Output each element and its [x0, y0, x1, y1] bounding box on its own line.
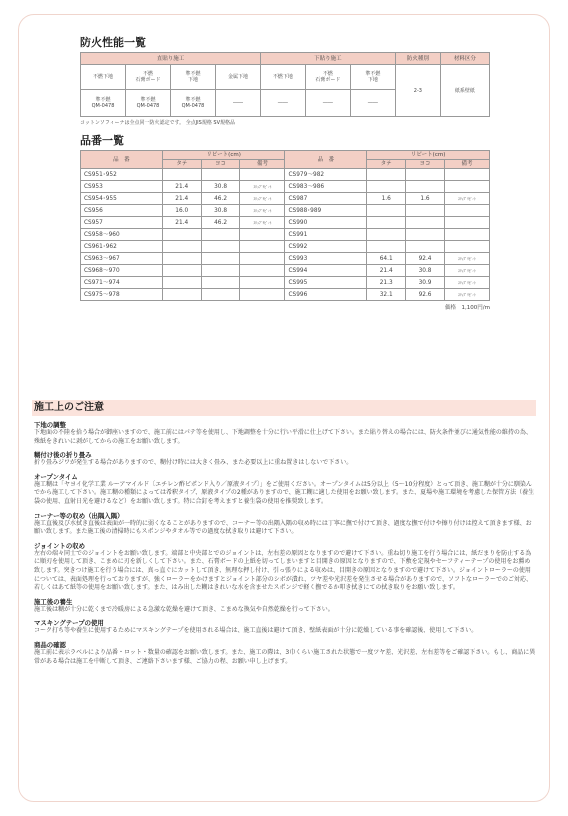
product-cell: CS987 — [285, 193, 367, 205]
product-cell — [240, 289, 285, 301]
fire-cell: 準不燃 QM-0478 — [125, 90, 170, 117]
product-cell — [367, 181, 406, 193]
product-cell — [201, 289, 240, 301]
col-header: 不燃下地 — [260, 65, 305, 90]
product-cell: 16.0 — [162, 205, 201, 217]
caution-heading: 糊付け後の折り畳み — [34, 451, 92, 460]
product-cell — [444, 169, 489, 181]
table-row — [81, 217, 490, 229]
product-cell — [406, 181, 445, 193]
caution-body: 施工後は糊が十分に乾くまで冷暖房による急激な乾燥を避けて頂き、こまめな換気や自然乾燥を行って下さい。 — [34, 605, 334, 613]
fire-cell: ―― — [350, 90, 395, 117]
col-header: 準不燃 下地 — [170, 65, 215, 90]
product-cell: 21.4 — [162, 193, 201, 205]
product-cell — [406, 205, 445, 217]
group-material: 材料区分 — [440, 53, 489, 65]
product-cell: CS983～986 — [285, 181, 367, 193]
product-cell — [444, 229, 489, 241]
repeat-header: リピート(cm) — [367, 151, 490, 160]
yoko-header: ヨコ — [406, 160, 445, 169]
product-cell: CS994 — [285, 265, 367, 277]
product-cell: 21.4 — [162, 217, 201, 229]
table-row — [81, 277, 490, 289]
product-cell — [240, 253, 285, 265]
caution-body: 施工糊は「ヤヨイ化学工業 ルーアマイルド〔エチレン酢ビポンド入り／原液タイプ〕」をご使用ください。オープンタイムは5分以上（5～10分程度）とって頂き、施工糊が十分に馴染んでから施工して下さい。施工糊の種類によっては希釈タイプ、原液タイプの2種がありますので、施工糊に適した使用をお願い致します。また、夏場や施工環境を考慮した保管方法（養生袋の使用、直射日光を避けるなど）をお願い致します。特に合釘を考えますと養生袋の使用を推奨致します。 — [34, 480, 535, 505]
product-cell: ｽﾘｯﾌﾟﾘﾋﾟｰﾄ — [444, 289, 489, 301]
product-cell — [367, 205, 406, 217]
product-cell: 21.4 — [162, 181, 201, 193]
product-cell: CS968～970 — [81, 265, 163, 277]
product-cell — [201, 169, 240, 181]
fire-cell: ―― — [215, 90, 260, 117]
product-cell: 21.4 — [367, 265, 406, 277]
product-cell: ｽﾘｯﾌﾟﾘﾋﾟｰﾄ — [444, 253, 489, 265]
product-cell: CS956 — [81, 205, 163, 217]
caution-heading: マスキングテープの使用 — [34, 619, 104, 628]
product-cell — [162, 289, 201, 301]
product-cell — [240, 277, 285, 289]
product-cell — [162, 169, 201, 181]
fire-note: コットンソフィーナは全点同一防火認定です。 全点JIS規格 SV規格品 — [80, 120, 235, 126]
product-cell — [201, 229, 240, 241]
tate-header: タテ — [162, 160, 201, 169]
product-cell — [406, 241, 445, 253]
product-cell: ｽﾘｯﾌﾟﾘﾋﾟｰﾄ — [444, 277, 489, 289]
caution-body: コーク打ち等や養生に使用するためにマスキングテープを使用される場合は、施工直後は避けて頂き、壁紙表面が十分に乾燥している事を確認後、使用して下さい。 — [34, 627, 478, 635]
product-cell: 1.6 — [367, 193, 406, 205]
note-header: 備考 — [240, 160, 285, 169]
table-row — [81, 241, 490, 253]
product-cell: CS993 — [285, 253, 367, 265]
caution-heading: 施工後の養生 — [34, 597, 73, 606]
fire-cell: 準不燃 QM-0478 — [170, 90, 215, 117]
tate-header: タテ — [367, 160, 406, 169]
product-cell: ｽﾘｯﾌﾟﾘﾋﾟｰﾄ — [240, 193, 285, 205]
caution-heading: 下地の調整 — [34, 421, 66, 429]
repeat-header: リピート(cm) — [162, 151, 285, 160]
product-cell: ｽﾘｯﾌﾟﾘﾋﾟｰﾄ — [240, 205, 285, 217]
product-cell — [367, 241, 406, 253]
product-cell — [162, 241, 201, 253]
table-row — [81, 193, 490, 205]
group-direct: 直貼り施工 — [81, 53, 261, 65]
product-cell: CS951･952 — [81, 169, 163, 181]
table-row — [81, 181, 490, 193]
product-cell — [406, 229, 445, 241]
table-row — [81, 205, 490, 217]
product-cell — [240, 241, 285, 253]
table-row — [81, 265, 490, 277]
caution-body: 施工直後及び水拭き直後は表面が一時的に弱くなることがありますので、コーナー等の出隅入隅の収め時には丁寧に撫で付けて頂き、過度な撫で付けや擦り付けは控えて頂きます様、お願い致します。また施工後の清掃時にもスポンジやタオル等での過度な拭き取りは避けて下さい。 — [34, 519, 532, 536]
product-cell: 46.2 — [201, 217, 240, 229]
product-cell — [367, 169, 406, 181]
product-cell: 32.1 — [367, 289, 406, 301]
col-header: 金属下地 — [215, 65, 260, 90]
product-cell — [240, 265, 285, 277]
fire-class-value: 2-3 — [395, 65, 440, 117]
table-row — [81, 229, 490, 241]
fire-performance-table — [80, 52, 490, 117]
col-header: 不燃下地 — [81, 65, 126, 90]
product-cell — [162, 229, 201, 241]
caution-heading: ジョイントの収め — [34, 541, 85, 550]
caution-body: 左右の端々同士でのジョイントをお願い致します。端部と中央部とでのジョイントは、左右差の原因となりますので避けて下さい。重ね切り施工を行う場合には、紙だまりを防止する為に順刃を使用して頂き、こまめに刃を新しくして下さい。また、石膏ボードの上紙を切ってしまいますと目開きの原因となりますので、下敷を定規やセーフティーテープの使用をお薦め致します。突きつけ施工を行う場合には、真っ直ぐにカットして頂き、無理な押し付け、引っ張りによる収めは、目開きの原因となりますので避けて下さい。ジョイントローラーの使用については、表面処理を行っておりますが、強くローラーをかけますとジョイント部分のシボが潰れ、ツヤ差や光沢差を発生させる場合がありますので、ソフトなローラーでのご対応、若しくはあて紙等の使用をお願い致します。また、はみ出した糊はきれいな水を含ませたスポンジで軽く撫でるか叩き拭きにての拭き取りをお願い致します。 — [34, 549, 533, 592]
product-cell: CS958～960 — [81, 229, 163, 241]
product-cell: CS995 — [285, 277, 367, 289]
product-cell: 30.8 — [201, 181, 240, 193]
caution-heading: 商品の確認 — [34, 640, 66, 649]
product-cell: CS963～967 — [81, 253, 163, 265]
product-cell: CS979～982 — [285, 169, 367, 181]
note-header: 備考 — [444, 160, 489, 169]
fire-performance-title: 防火性能一覧 — [80, 36, 146, 49]
product-cell — [240, 169, 285, 181]
product-cell — [201, 277, 240, 289]
product-cell: 21.3 — [367, 277, 406, 289]
product-cell: ｽﾘｯﾌﾟﾘﾋﾟｰﾄ — [444, 193, 489, 205]
product-cell: 30.8 — [201, 205, 240, 217]
product-cell — [367, 229, 406, 241]
product-cell: 92.6 — [406, 289, 445, 301]
product-cell — [444, 241, 489, 253]
caution-body: 折り畳みジワが発生する場合がありますので、糊付け時には大きく畳み、また必要以上に重ね置きはしないで下さい。 — [34, 459, 353, 467]
product-cell — [367, 217, 406, 229]
material-value: 紙系壁紙 — [440, 65, 489, 117]
product-list-title: 品番一覧 — [80, 134, 124, 147]
product-cell — [162, 253, 201, 265]
product-cell: CS991 — [285, 229, 367, 241]
caution-title: 施工上のご注意 — [34, 402, 104, 413]
product-cell: ｽﾘｯﾌﾟﾘﾋﾟｰﾄ — [240, 217, 285, 229]
fire-cell: 準不燃 QM-0478 — [81, 90, 126, 117]
col-header: 不燃 石膏ボード — [125, 65, 170, 90]
product-cell — [240, 229, 285, 241]
product-cell: 30.8 — [406, 265, 445, 277]
product-cell: 46.2 — [201, 193, 240, 205]
fire-cell: ―― — [260, 90, 305, 117]
product-cell: CS957 — [81, 217, 163, 229]
table-row — [81, 289, 490, 301]
product-cell — [201, 265, 240, 277]
table-row — [81, 253, 490, 265]
caution-title-bar — [32, 400, 536, 416]
product-rows — [81, 169, 490, 301]
caution-heading: コーナー等の収め（出隅入隅） — [34, 511, 124, 520]
caution-body: 施工前に表示ラベルにより品番・ロット・数量の確認をお願い致します。また、施工の際は、3巾くらい施工された状態で一度ツヤ差、光沢差、左右差等をご確認下さい。もし、商品に異常がある場合は施工を中断して頂き、ご連絡下さいます様、ご協力の程、お願い申し上げます。 — [34, 648, 536, 665]
product-table — [80, 150, 490, 301]
col-header: 準不燃 下地 — [350, 65, 395, 90]
product-cell: 30.9 — [406, 277, 445, 289]
product-cell: CS996 — [285, 289, 367, 301]
group-class: 防火種別 — [395, 53, 440, 65]
caution-sections — [34, 421, 536, 666]
product-cell: CS961･962 — [81, 241, 163, 253]
product-cell: ｽﾘｯﾌﾟﾘﾋﾟｰﾄ — [240, 181, 285, 193]
product-cell: CS953 — [81, 181, 163, 193]
product-cell: CS988･989 — [285, 205, 367, 217]
caution-body: 下地面の不陸を拾う場合が御座いますので、施工前にはパテ等を使用し、下地調整を十分に行い平滑に仕上げて下さい。また貼り替えの場合には、防火条件並びに通気性能の維持の為、殊紙をきれいに剥がしてからの施工をお願い致します。 — [34, 429, 532, 445]
product-cell: CS992 — [285, 241, 367, 253]
fire-cell: ―― — [305, 90, 350, 117]
product-cell: CS954･955 — [81, 193, 163, 205]
group-under: 下貼り施工 — [260, 53, 395, 65]
tables-area — [80, 36, 490, 311]
product-cell: CS990 — [285, 217, 367, 229]
product-cell: ｽﾘｯﾌﾟﾘﾋﾟｰﾄ — [444, 265, 489, 277]
product-cell — [444, 181, 489, 193]
item-header: 品 番 — [81, 151, 163, 169]
product-cell — [406, 217, 445, 229]
table-row — [81, 169, 490, 181]
product-cell: CS971～974 — [81, 277, 163, 289]
product-cell — [201, 253, 240, 265]
product-cell — [201, 241, 240, 253]
product-cell: CS975～978 — [81, 289, 163, 301]
price-label: 価格 1,100円/m — [445, 305, 490, 311]
product-cell: 1.6 — [406, 193, 445, 205]
product-cell: 92.4 — [406, 253, 445, 265]
product-cell: 64.1 — [367, 253, 406, 265]
product-cell — [444, 205, 489, 217]
item-header: 品 番 — [285, 151, 367, 169]
yoko-header: ヨコ — [201, 160, 240, 169]
col-header: 不燃 石膏ボード — [305, 65, 350, 90]
product-cell — [162, 265, 201, 277]
product-cell — [162, 277, 201, 289]
caution-heading: オープンタイム — [34, 472, 78, 481]
product-cell — [444, 217, 489, 229]
product-cell — [406, 169, 445, 181]
